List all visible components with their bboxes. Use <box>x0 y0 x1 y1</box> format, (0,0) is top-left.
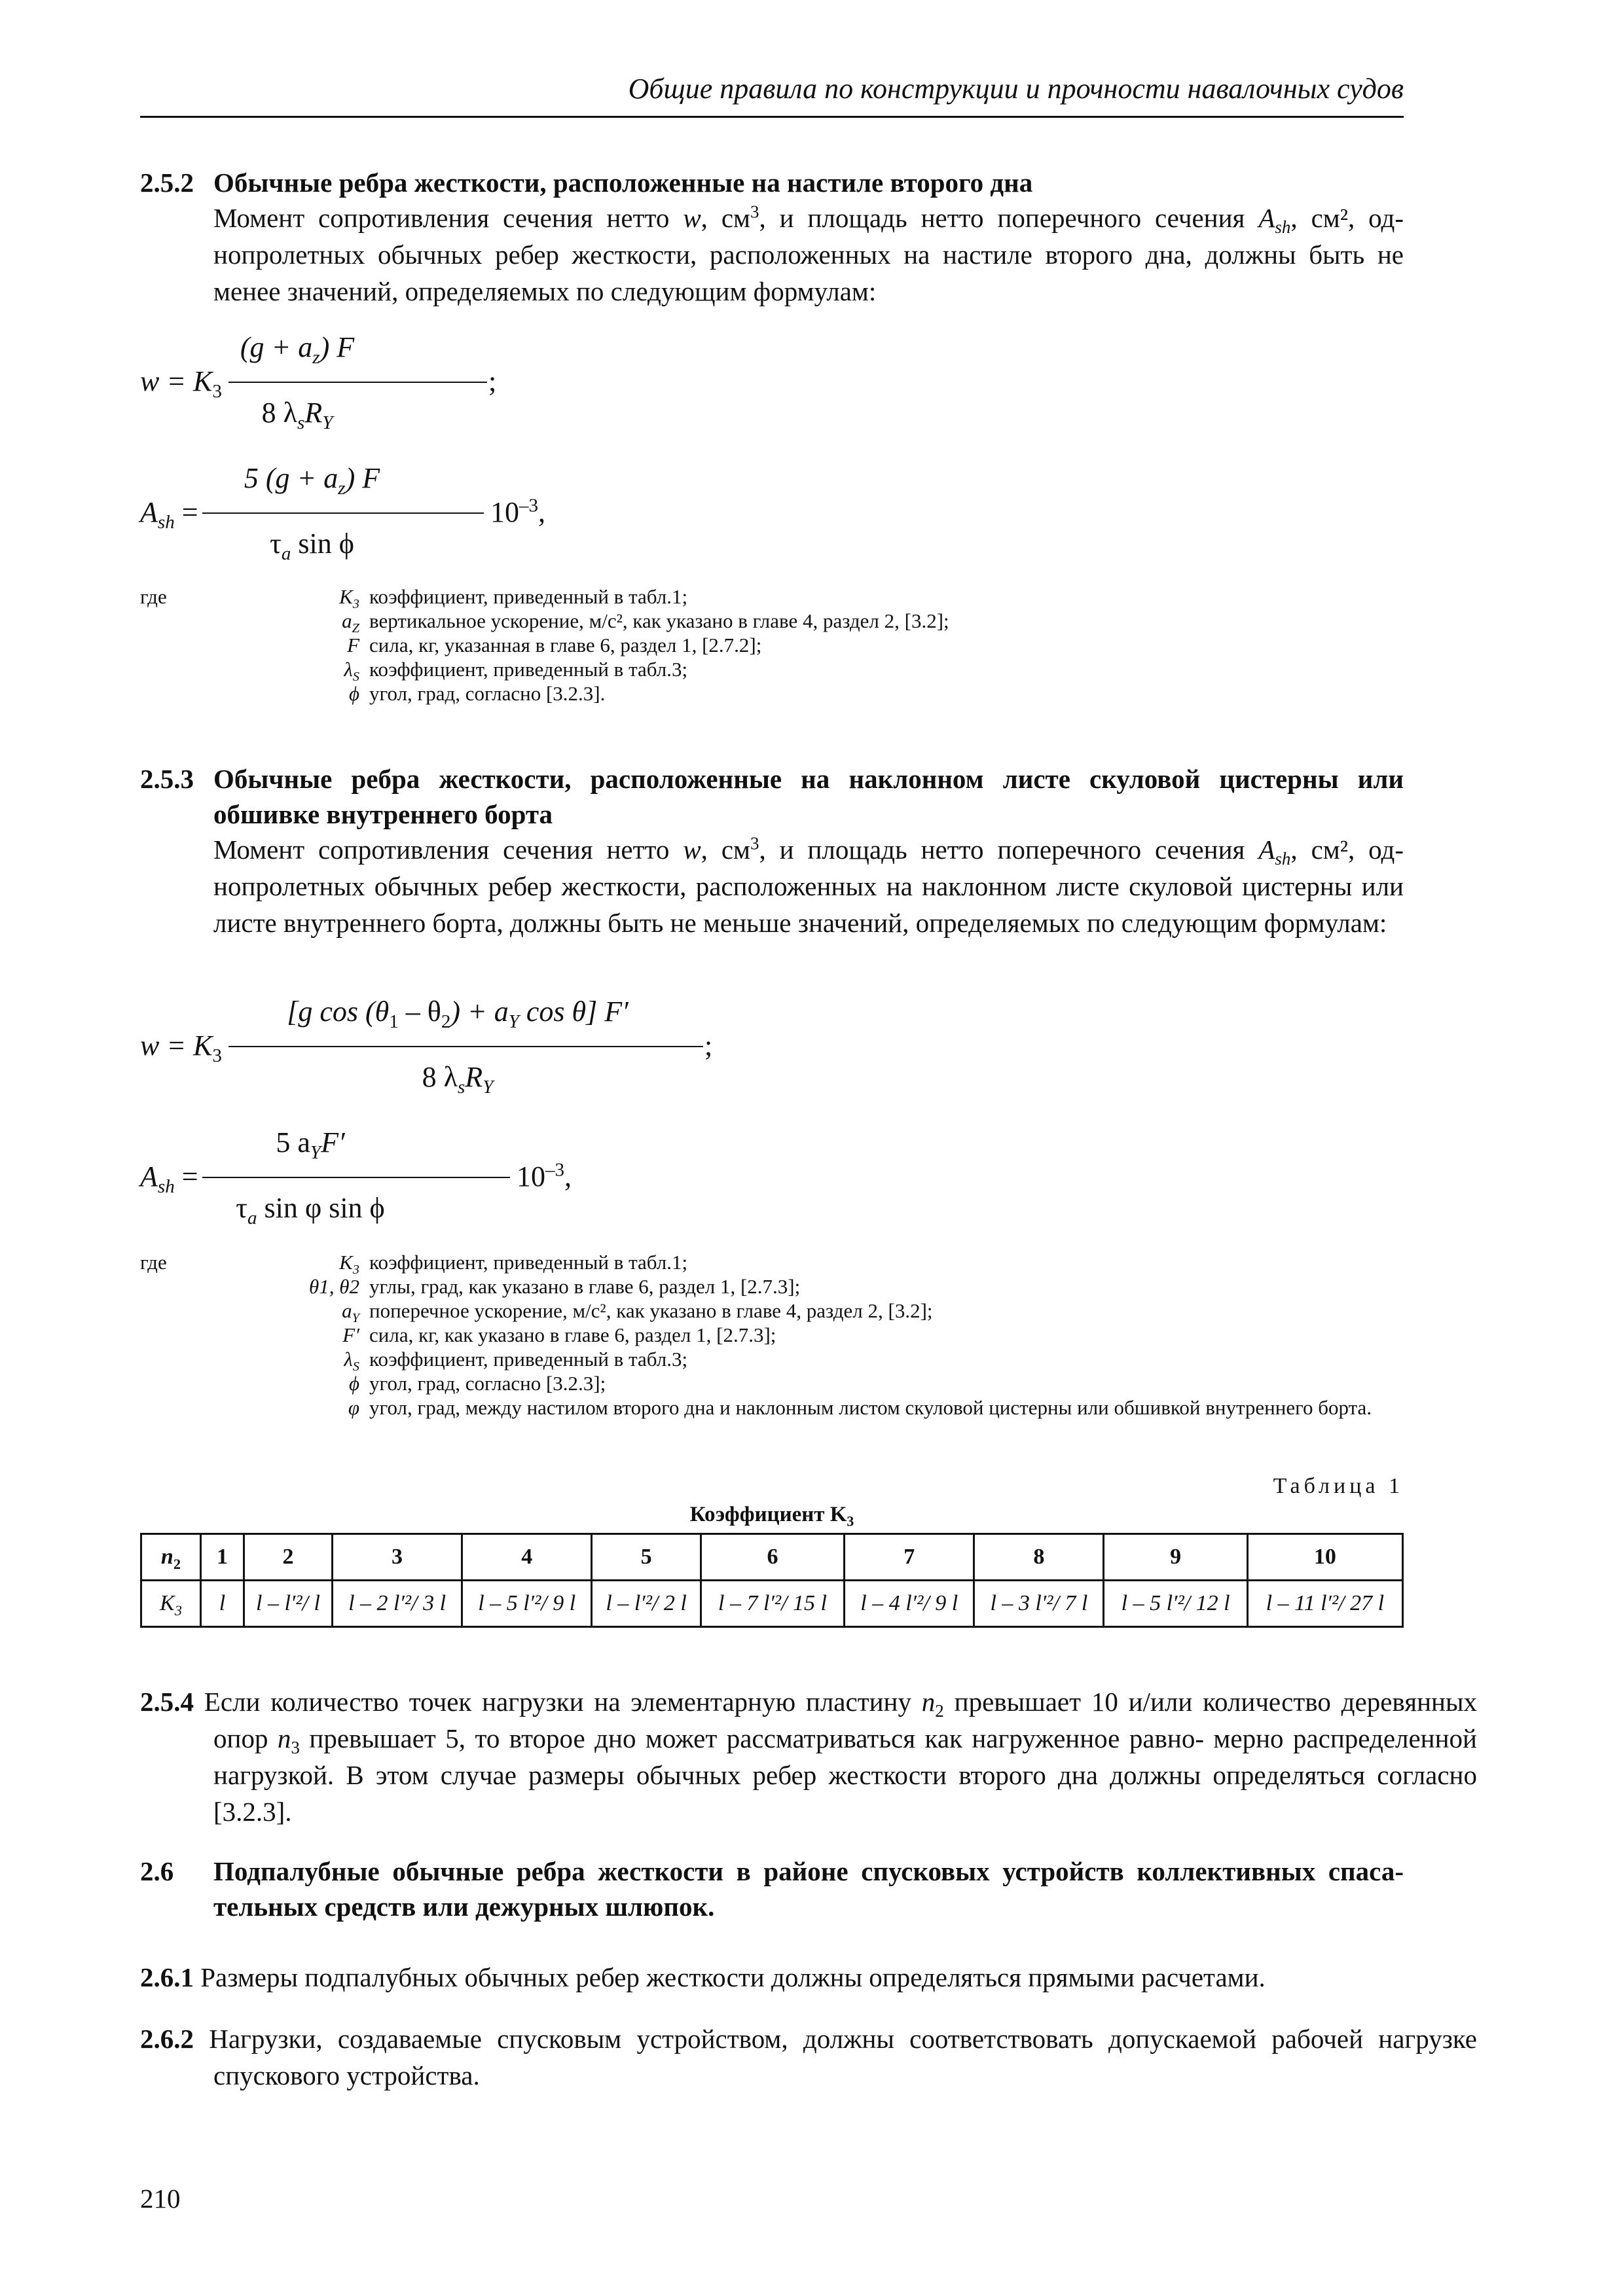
tail-text: 10 <box>490 496 519 528</box>
den-text: R <box>465 1061 483 1093</box>
section-number: 2.5.2 <box>140 168 194 198</box>
table-cell: 4 <box>462 1534 592 1581</box>
table-cell: l – 3 l′²/ 7 l <box>974 1581 1104 1627</box>
section-number: 2.5.3 <box>140 764 194 794</box>
lhs-text: A <box>140 1160 158 1193</box>
legend-symbol <box>347 633 359 657</box>
denominator <box>228 396 366 433</box>
table-cell: l – 7 l′²/ 15 l <box>701 1581 844 1627</box>
text-run: , см <box>701 834 750 865</box>
table-cell: l – l′²/ 2 l <box>592 1581 701 1627</box>
numerator <box>202 461 422 499</box>
subscript: 3 <box>847 1513 854 1530</box>
symbol-text: F <box>347 634 359 656</box>
subscript: Y <box>483 1076 494 1098</box>
subscript: 3 <box>352 1263 359 1278</box>
text-run: , см <box>701 203 750 233</box>
symbol-text: a <box>342 609 352 632</box>
subscript: 2 <box>441 1011 451 1032</box>
header-rule <box>140 116 1404 118</box>
section-2-5-3-body <box>213 831 1404 941</box>
num-text: 5 (g + a <box>244 462 338 494</box>
section-number: 2.6.1 <box>140 1962 194 1992</box>
section-number: 2.6.2 <box>140 2024 194 2054</box>
legend-symbol <box>339 584 359 612</box>
text-run: Момент сопротивления сечения нетто <box>213 203 684 233</box>
text-run: Момент сопротивления сечения нетто <box>213 834 684 865</box>
subscript: 2 <box>173 1555 181 1572</box>
num-text: [g cos (θ <box>287 996 390 1028</box>
legend-row <box>140 1371 1404 1395</box>
table-cell: 10 <box>1247 1534 1402 1581</box>
subscript: S <box>352 1359 359 1374</box>
legend-row <box>140 681 1404 706</box>
legend-row <box>140 1250 1404 1278</box>
table-cell: 8 <box>974 1534 1104 1581</box>
table-cell: 9 <box>1104 1534 1247 1581</box>
legend-lead: где <box>140 585 167 608</box>
numerator <box>228 331 366 368</box>
text-run: , и площадь нетто поперечного сечения <box>759 203 1259 233</box>
legend-text: поперечное ускорение, м/с², как указано в главе 4, раздел 2, [3.2]; <box>369 1299 933 1322</box>
table-cell: 3 <box>332 1534 462 1581</box>
subscript: a <box>281 543 291 564</box>
fraction-bar <box>228 382 487 383</box>
legend-text: угол, град, между настилом второго дна и наклонным листом скуловой цистерны или обшивкой внутреннего борта. <box>369 1396 1372 1419</box>
section-title: Подпалубные обычные ребра жесткости в районе спусковых устройств коллективных спаса- тельных средств или дежурных шлюпок. <box>213 1856 1404 1922</box>
subscript: 2 <box>935 1701 944 1721</box>
subscript: 3 <box>174 1602 182 1619</box>
lhs-text: w = K <box>140 1030 213 1062</box>
den-text: 8 λ <box>261 397 297 429</box>
running-header: Общие правила по конструкции и прочности навалочных судов <box>628 73 1404 105</box>
subscript: Z <box>352 621 359 636</box>
table-cell: l <box>201 1581 244 1627</box>
table-cell <box>141 1581 201 1627</box>
legend-symbol <box>339 1250 359 1278</box>
num-text: – θ <box>398 996 441 1028</box>
fraction-bar <box>228 1046 703 1047</box>
formula-tail: ; <box>704 1030 713 1062</box>
legend-text: коэффициент, приведенный в табл.1; <box>369 585 688 608</box>
section-2-6-1 <box>140 1959 1477 1996</box>
legend-row <box>140 1347 1404 1374</box>
den-text: sin φ sin ϕ <box>257 1192 385 1224</box>
legend-row <box>140 1323 1404 1347</box>
tail-text: , <box>538 496 546 528</box>
denominator <box>228 1060 687 1098</box>
legend-row <box>140 633 1404 657</box>
table-cell: l – 11 l′²/ 27 l <box>1247 1581 1402 1627</box>
legend-symbol <box>342 609 359 636</box>
subscript: 1 <box>389 1011 399 1032</box>
table-row <box>141 1581 1403 1627</box>
symbol-text: ϕ <box>348 682 359 705</box>
subscript: sh <box>157 511 175 533</box>
symbol-text: λ <box>344 658 353 681</box>
cell-text: K <box>160 1591 175 1615</box>
title-text: Коэффициент K <box>689 1503 847 1526</box>
fraction-bar <box>202 512 484 514</box>
table-label: Таблица 1 <box>1273 1474 1404 1498</box>
legend-row <box>140 1299 1404 1326</box>
symbol-w: w <box>683 203 701 233</box>
num-text: (g + a <box>240 331 313 363</box>
legend-text: коэффициент, приведенный в табл.1; <box>369 1251 688 1274</box>
superscript: 3 <box>750 833 759 853</box>
table-cell: l – l′²/ l <box>244 1581 333 1627</box>
subscript: z <box>338 477 346 499</box>
subscript: 3 <box>212 1045 222 1066</box>
legend-symbol <box>344 657 359 685</box>
formula-legend-2-5-3 <box>140 1250 1404 1420</box>
den-text: 8 λ <box>422 1061 458 1093</box>
lhs-text: = <box>174 1160 198 1193</box>
subscript: 3 <box>291 1738 300 1758</box>
legend-text: углы, град, как указано в главе 6, раздел 1, [2.7.3]; <box>369 1275 801 1298</box>
table-cell <box>141 1534 201 1581</box>
legend-text: коэффициент, приведенный в табл.3; <box>369 1348 688 1371</box>
table-cell: 2 <box>244 1534 333 1581</box>
symbol-n: n <box>277 1723 291 1753</box>
section-2-5-2-heading <box>140 165 1404 200</box>
legend-symbol <box>348 1395 359 1420</box>
legend-row <box>140 657 1404 685</box>
legend-row <box>140 584 1404 612</box>
legend-symbol <box>309 1274 359 1299</box>
symbol-w: w <box>683 834 701 865</box>
subscript: Y <box>508 1011 519 1032</box>
num-text: ) + a <box>450 996 509 1028</box>
table-cell: l – 2 l′²/ 3 l <box>332 1581 462 1627</box>
legend-text: коэффициент, приведенный в табл.3; <box>369 658 688 681</box>
text-run: , см², од- нопролетных обычных ребер жесткости, расположенных на наклонном листе скуловой цистерны или листе внутреннего борта, должны быть не меньше значений, определяемых по следующим формулам: <box>213 834 1404 938</box>
num-text: cos θ] F′ <box>519 996 629 1028</box>
symbol-text: θ1, θ2 <box>309 1275 359 1298</box>
fraction-bar <box>202 1177 510 1178</box>
subscript: sh <box>1275 217 1291 238</box>
section-2-5-3-heading <box>140 761 1404 832</box>
section-2-5-4 <box>140 1683 1477 1830</box>
symbol-text: K <box>339 1251 353 1274</box>
legend-symbol <box>349 1371 359 1395</box>
table-cell: 5 <box>592 1534 701 1581</box>
den-text: sin ϕ <box>291 528 354 560</box>
table-row <box>141 1534 1403 1581</box>
lhs-text: w = K <box>140 365 213 397</box>
symbol-a: A <box>1258 203 1275 233</box>
symbol-text: φ <box>348 1396 359 1419</box>
tail-text: , <box>564 1160 572 1193</box>
superscript: 3 <box>750 202 759 222</box>
subscript: Y <box>352 1311 359 1326</box>
table-cell: l – 4 l′²/ 9 l <box>845 1581 974 1627</box>
table-cell: l – 5 l′²/ 12 l <box>1104 1581 1247 1627</box>
section-number: 2.6 <box>140 1856 174 1886</box>
symbol-text: K <box>339 585 353 608</box>
formula-tail <box>490 495 545 529</box>
section-title: Обычные ребра жесткости, расположенные на наклонном листе скуловой цистерны или обшивке внутреннего борта <box>213 764 1404 829</box>
legend-symbol <box>342 1323 359 1347</box>
section-2-6-heading <box>140 1854 1404 1924</box>
lhs-text: = <box>174 496 198 528</box>
formula-tail <box>517 1160 572 1193</box>
subscript: s <box>297 412 305 433</box>
table-title <box>140 1503 1404 1530</box>
legend-text: вертикальное ускорение, м/с², как указано в главе 4, раздел 2, [3.2]; <box>369 609 949 632</box>
superscript: –3 <box>519 495 539 516</box>
subscript: Y <box>310 1141 321 1163</box>
text-run: , см², од- нопролетных обычных ребер жесткости, расположенных на настиле второго дна, должны быть не менее значений, определяемых по следующим формулам: <box>213 203 1404 306</box>
subscript: z <box>312 346 320 368</box>
formula-lhs <box>140 495 198 533</box>
symbol-text: ϕ <box>348 1372 359 1395</box>
numerator <box>202 1126 418 1163</box>
den-text: τ <box>236 1192 247 1224</box>
section-2-5-2-body <box>213 200 1404 310</box>
legend-row <box>140 1274 1404 1299</box>
tail-text: 10 <box>517 1160 545 1193</box>
symbol-n: n <box>921 1687 936 1717</box>
subscript: a <box>247 1207 257 1229</box>
numerator <box>228 995 687 1032</box>
legend-row <box>140 609 1404 636</box>
subscript: Y <box>322 412 333 433</box>
text-run: превышает 10 и/или количество деревянных опор <box>213 1687 1478 1753</box>
den-text: τ <box>270 528 282 560</box>
section-number: 2.5.4 <box>140 1687 194 1717</box>
page-number: 210 <box>140 2183 181 2214</box>
formula-lhs <box>140 1029 222 1066</box>
text-run: превышает 5, то второе дно может рассматриваться как нагруженное равно- мерно распределенной нагрузкой. В этом случае размеры обычных ребер жесткости второго дна должны определяться согласно [3.2.3]. <box>213 1723 1477 1827</box>
legend-text: сила, кг, как указано в главе 6, раздел 1, [2.7.3]; <box>369 1323 776 1346</box>
table-cell: l – 5 l′²/ 9 l <box>462 1581 592 1627</box>
legend-symbol <box>342 1299 359 1326</box>
legend-lead: где <box>140 1251 167 1274</box>
formula-lhs <box>140 365 222 402</box>
lhs-text: A <box>140 496 158 528</box>
legend-text: угол, град, согласно [3.2.3]; <box>369 1372 606 1395</box>
legend-symbol <box>344 1347 359 1374</box>
legend-row <box>140 1395 1404 1420</box>
subscript: sh <box>1275 849 1291 869</box>
num-text: F′ <box>321 1126 345 1158</box>
symbol-text: λ <box>344 1348 353 1371</box>
section-2-6-2 <box>140 2020 1477 2094</box>
subscript: S <box>352 670 359 685</box>
legend-symbol <box>349 681 359 706</box>
num-text: ) F <box>345 462 380 494</box>
section-title: Обычные ребра жесткости, расположенные на настиле второго дна <box>213 168 1033 198</box>
text-run: Если количество точек нагрузки на элементарную пластину <box>194 1687 922 1717</box>
subscript: 3 <box>212 380 222 402</box>
denominator <box>202 1191 418 1229</box>
num-text: ) F <box>319 331 355 363</box>
legend-text: сила, кг, указанная в главе 6, раздел 1, [2.7.2]; <box>369 634 762 656</box>
table-cell: 6 <box>701 1534 844 1581</box>
text-run: Нагрузки, создаваемые спусковым устройством, должны соответствовать допускаемой рабочей нагрузке спускового устройства. <box>194 2024 1477 2090</box>
symbol-text: F′ <box>342 1323 359 1346</box>
symbol-text: a <box>342 1299 352 1322</box>
cell-text: n <box>160 1545 173 1569</box>
num-text: 5 a <box>276 1126 310 1158</box>
table-cell: 7 <box>845 1534 974 1581</box>
legend-text: угол, град, согласно [3.2.3]. <box>369 682 606 705</box>
formula-lhs <box>140 1160 198 1197</box>
subscript: s <box>457 1076 465 1098</box>
symbol-a: A <box>1258 834 1275 865</box>
text-run: , и площадь нетто поперечного сечения <box>759 834 1259 865</box>
coefficient-table <box>140 1533 1404 1628</box>
denominator <box>202 527 422 564</box>
subscript: sh <box>157 1175 175 1197</box>
den-text: R <box>304 397 323 429</box>
text-run: Размеры подпалубных обычных ребер жесткости должны определяться прямыми расчетами. <box>194 1962 1266 1992</box>
superscript: –3 <box>545 1159 565 1181</box>
subscript: 3 <box>352 597 359 612</box>
formula-legend-2-5-2 <box>140 584 1404 706</box>
table-cell: 1 <box>201 1534 244 1581</box>
formula-tail: ; <box>488 365 497 397</box>
